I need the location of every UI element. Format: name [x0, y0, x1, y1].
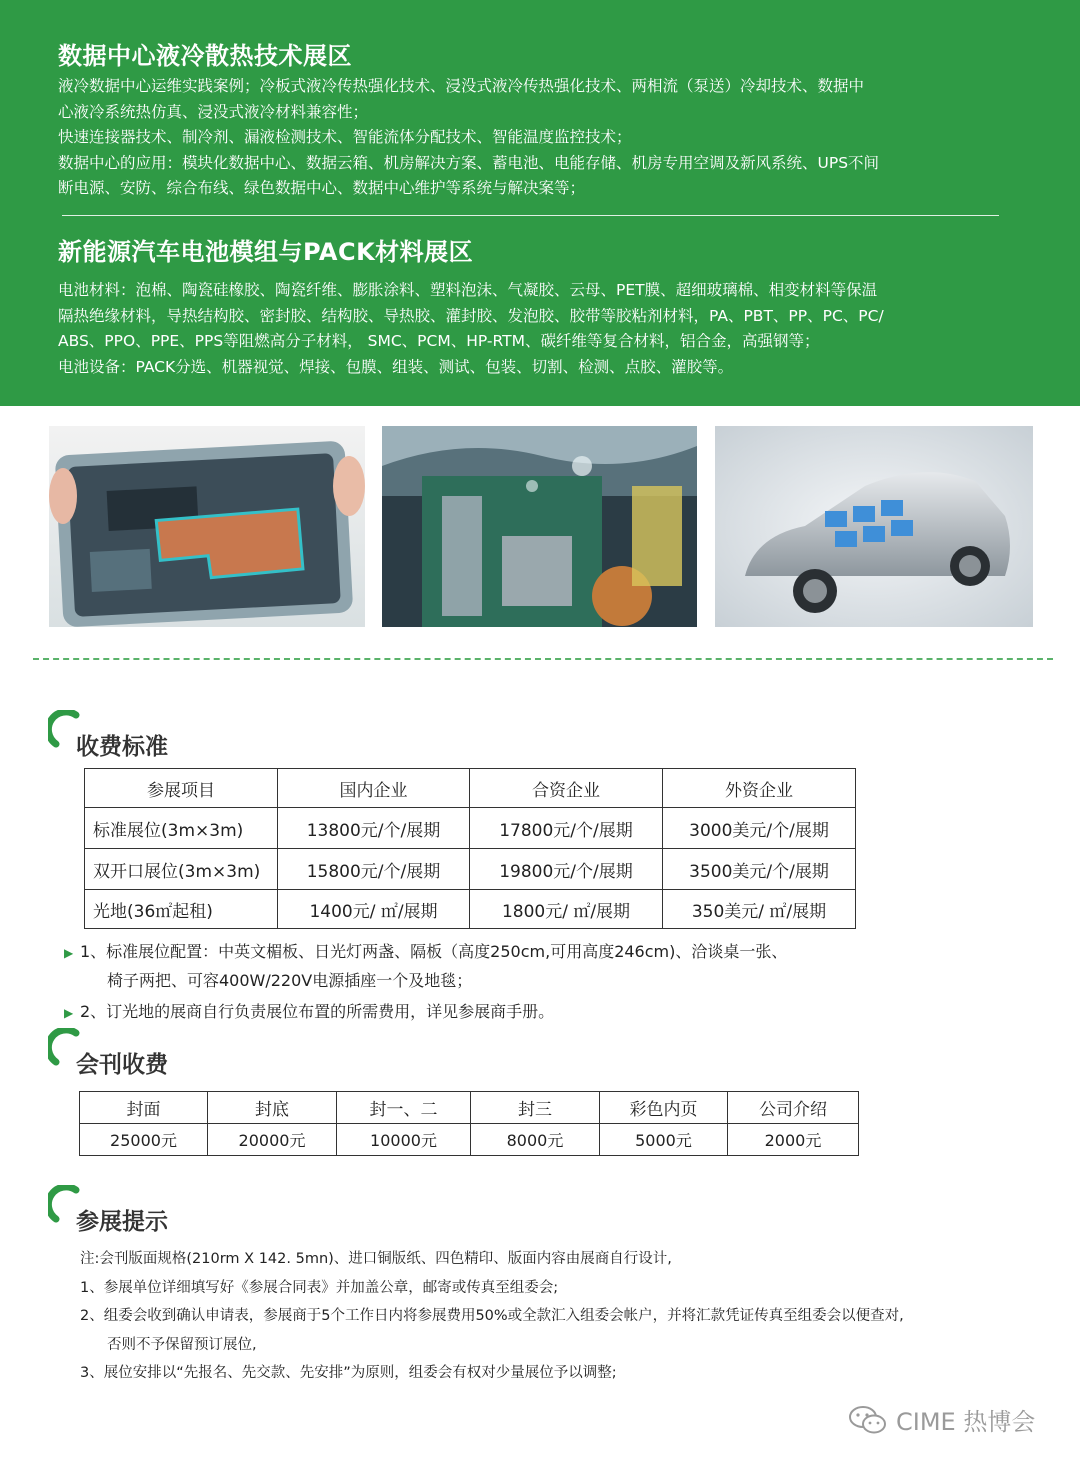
table-cell: 3000美元/个/展期	[663, 808, 856, 849]
section-title: 收费标准	[76, 734, 168, 760]
table-row	[85, 808, 856, 849]
table-header: 合资企业	[470, 769, 663, 808]
zone-desc-ev-battery	[58, 278, 1018, 380]
table-row	[85, 849, 856, 890]
tip-line: 3、展位安排以“先报名、先交款、先安排”为原则，组委会有权对少量展位予以调整;	[80, 1365, 617, 1381]
table-header: 国内企业	[278, 769, 470, 808]
zone-desc-data-center	[58, 74, 1018, 202]
publication-fee-table	[79, 1091, 859, 1156]
note-line: 椅子两把、可容400W/220V电源插座一个及地毯；	[107, 971, 473, 990]
table-row	[85, 890, 856, 929]
zone-desc-line: 液冷数据中心运维实践案例；冷板式液冷传热强化技术、浸没式液冷传热强化技术、两相流（泵送）冷却技术、数据中	[58, 77, 865, 95]
wechat-icon	[848, 1405, 888, 1435]
tip-line: 1、参展单位详细填写好《参展合同表》并加盖公章，邮寄或传真至组委会;	[80, 1279, 559, 1296]
tip-line: 2、组委会收到确认申请表，参展商于5个工作日内将参展费用50%或全款汇入组委会帐户，并将汇款凭证传真至组委会以便查对,	[80, 1308, 904, 1324]
table-header: 封底	[208, 1092, 337, 1124]
table-cell: 20000元	[208, 1124, 337, 1156]
table-cell: 19800元/个/展期	[470, 849, 663, 890]
table-cell: 13800元/个/展期	[278, 808, 470, 849]
table-header: 封一、二	[337, 1092, 471, 1124]
table-cell: 1800元/ ㎡/展期	[470, 890, 663, 929]
table-cell: 双开口展位(3m×3m)	[85, 849, 278, 890]
table-cell: 标准展位(3m×3m)	[85, 808, 278, 849]
table-cell: 15800元/个/展期	[278, 849, 470, 890]
table-header: 封面	[80, 1092, 208, 1124]
table-cell: 350美元/ ㎡/展期	[663, 890, 856, 929]
fee-table	[84, 768, 856, 929]
table-header: 封三	[471, 1092, 600, 1124]
fee-notes	[64, 938, 884, 1027]
table-header-row	[85, 769, 856, 808]
tip-line: 注:会刊版面规格(210rm X 142. 5mn)、进口铜版纸、四色精印、版面内容由展商自行设计,	[80, 1251, 672, 1267]
divider	[62, 215, 999, 216]
zone-desc-line: 隔热绝缘材料，导热结构胶、密封胶、结构胶、导热胶、灌封胶、发泡胶、胶带等胶粘剂材料，PA、PBT、PP、PC、PC/	[58, 306, 884, 325]
note-line: 1、标准展位配置：中英文楣板、日光灯两盏、隔板（高度250cm,可用高度246cm)、洽谈桌一张、	[80, 942, 788, 961]
table-cell: 17800元/个/展期	[470, 808, 663, 849]
bullet-triangle-icon: ▶	[64, 946, 74, 960]
section-title: 参展提示	[76, 1209, 168, 1235]
table-cell: 10000元	[337, 1124, 471, 1156]
tips-list	[80, 1245, 1040, 1388]
exhibit-zones-band	[0, 0, 1080, 406]
table-row	[80, 1124, 859, 1156]
photo-ev-battery-car	[715, 426, 1033, 627]
tip-line: 否则不予保留预订展位,	[107, 1336, 257, 1353]
table-cell: 8000元	[471, 1124, 600, 1156]
table-cell: 光地(36㎡起租)	[85, 890, 278, 929]
zone-desc-line: 电池材料：泡棉、陶瓷硅橡胶、陶瓷纤维、膨胀涂料、塑料泡沫、气凝胶、云母、PET膜、超细玻璃棉、相变材料等保温	[58, 281, 878, 299]
table-header: 彩色内页	[600, 1092, 728, 1124]
zone-desc-line: 心液冷系统热仿真、浸没式液冷材料兼容性；	[58, 102, 369, 121]
zone-title-ev-battery: 新能源汽车电池模组与PACK材料展区	[58, 238, 474, 266]
bullet-triangle-icon: ▶	[64, 1006, 74, 1020]
table-cell: 5000元	[600, 1124, 728, 1156]
watermark-text: CIME 热博会	[896, 1408, 1036, 1436]
dashed-divider	[33, 658, 1053, 660]
table-header: 公司介绍	[728, 1092, 859, 1124]
table-header-row	[80, 1092, 859, 1124]
zone-desc-line: 断电源、安防、综合布线、绿色数据中心、数据中心维护等系统与解决案等；	[58, 179, 586, 197]
table-cell: 2000元	[728, 1124, 859, 1156]
photo-phone-heat-spreader	[49, 426, 365, 627]
table-cell: 1400元/ ㎡/展期	[278, 890, 470, 929]
table-header: 外资企业	[663, 769, 856, 808]
zone-desc-line: ABS、PPO、PPE、PPS等阻燃高分子材料， SMC、PCM、HP-RTM、碳纤维等复合材料，铝合金，高强钢等；	[58, 332, 820, 350]
photo-immersion-cooling-board	[382, 426, 697, 627]
table-header: 参展项目	[85, 769, 278, 808]
zone-desc-line: 快速连接器技术、制冷剂、漏液检测技术、智能流体分配技术、智能温度监控技术；	[58, 128, 632, 146]
note-line: 2、订光地的展商自行负责展位布置的所需费用，详见参展商手册。	[80, 1002, 555, 1021]
zone-desc-line: 数据中心的应用：模块化数据中心、数据云箱、机房解决方案、蓄电池、电能存储、机房专用空调及新风系统、UPS不间	[58, 153, 880, 172]
zone-desc-line: 电池设备：PACK分选、机器视觉、焊接、包膜、组装、测试、包装、切割、检测、点胶、灌胶等。	[58, 357, 734, 376]
table-cell: 3500美元/个/展期	[663, 849, 856, 890]
zone-title-data-center: 数据中心液冷散热技术展区	[58, 42, 352, 70]
section-title: 会刊收费	[76, 1052, 168, 1078]
table-cell: 25000元	[80, 1124, 208, 1156]
